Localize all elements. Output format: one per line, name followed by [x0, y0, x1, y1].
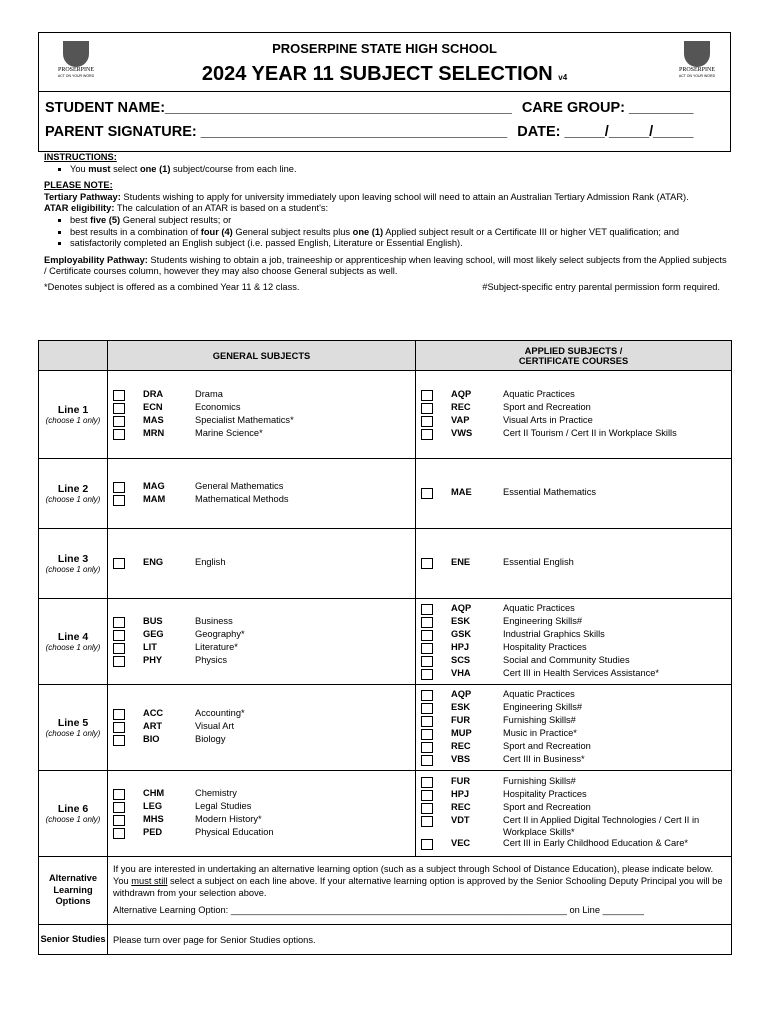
subject-code: VEC: [451, 838, 471, 849]
subject-name: Business: [195, 615, 233, 626]
applied-header-line-1: APPLIED SUBJECTS /: [524, 345, 623, 356]
subject-code: PHY: [143, 654, 163, 665]
subject-line-row: [39, 685, 732, 771]
senior-studies-text: Please turn over page for Senior Studies options.: [108, 925, 732, 955]
subject-checkbox[interactable]: [421, 839, 433, 850]
subject-checkbox[interactable]: [421, 429, 433, 440]
subject-option: [113, 616, 415, 629]
subject-option: [421, 728, 731, 741]
subject-option: [421, 616, 731, 629]
subject-name: Essential English: [503, 557, 574, 567]
applied-subjects-header: [416, 341, 732, 371]
subject-option: [113, 481, 415, 494]
subject-checkbox[interactable]: [113, 722, 125, 733]
subject-name: Aquatic Practices: [503, 602, 575, 613]
subject-checkbox[interactable]: [113, 828, 125, 839]
subject-line-row: [39, 459, 732, 529]
general-subjects-header: GENERAL SUBJECTS: [108, 341, 416, 371]
subject-option: [421, 754, 731, 767]
combined-class-note: *Denotes subject is offered as a combined Year 11 & 12 class.: [44, 281, 300, 292]
version-label: v4: [558, 73, 568, 82]
subject-code: MHS: [143, 813, 164, 824]
subject-option: [421, 557, 731, 570]
subject-code: GSK: [451, 628, 472, 639]
subject-checkbox[interactable]: [421, 604, 433, 615]
subject-checkbox[interactable]: [421, 656, 433, 667]
subject-option: [421, 741, 731, 754]
subject-code: ACC: [143, 708, 164, 718]
subject-code: ENG: [143, 557, 164, 567]
subject-checkbox[interactable]: [421, 390, 433, 401]
choose-one-hint: (choose 1 only): [45, 728, 101, 738]
subject-code: MAG: [143, 480, 165, 491]
subject-code: AQP: [451, 688, 472, 699]
subject-checkbox[interactable]: [421, 803, 433, 814]
logo-tagline: ACT ON YOUR WORD: [678, 74, 716, 78]
subject-name: Cert III in Health Services Assistance*: [503, 667, 660, 678]
subject-code: REC: [451, 740, 471, 751]
permission-note: #Subject-specific entry parental permission form required.: [482, 281, 720, 292]
subject-code: HPJ: [451, 641, 470, 652]
subject-checkbox[interactable]: [113, 617, 125, 628]
line-label-cell: [39, 371, 108, 459]
atar-item: ▪ best five (5) General subject results; or: [70, 215, 728, 227]
general-subject-list: [108, 616, 415, 668]
parent-signature-row: [45, 124, 694, 140]
student-details: [38, 92, 731, 152]
subject-name: Hospitality Practices: [503, 641, 587, 652]
alternative-learning-row: [39, 857, 732, 925]
subject-checkbox[interactable]: [421, 488, 433, 499]
subject-checkbox[interactable]: [113, 735, 125, 746]
senior-studies-row: [39, 925, 732, 955]
subject-code: ESK: [451, 701, 471, 712]
subject-checkbox[interactable]: [113, 656, 125, 667]
subject-code: SCS: [451, 654, 471, 665]
subject-code: VHA: [451, 667, 471, 678]
subject-name: Drama: [195, 388, 223, 399]
subject-option: [113, 827, 415, 840]
subject-name: Furnishing Skills#: [503, 714, 576, 725]
subject-code: FUR: [451, 714, 471, 725]
page-title: [39, 63, 730, 86]
subject-checkbox[interactable]: [421, 755, 433, 766]
subject-option: [113, 389, 415, 402]
line-label: Line 6: [57, 802, 89, 815]
subject-checkbox[interactable]: [113, 482, 125, 493]
subject-code: BIO: [143, 734, 160, 744]
applied-subjects-cell: [416, 371, 732, 459]
applied-subject-list: [416, 689, 731, 767]
subject-checkbox[interactable]: [113, 403, 125, 414]
general-subject-list: [108, 481, 415, 507]
subject-option: [421, 838, 731, 851]
subject-code: PED: [143, 826, 163, 837]
applied-subject-list: [416, 487, 731, 500]
subject-checkbox[interactable]: [113, 802, 125, 813]
subject-option: [421, 702, 731, 715]
subject-code: VWS: [451, 427, 473, 438]
subject-checkbox[interactable]: [113, 789, 125, 800]
line-label-cell: [39, 599, 108, 685]
subject-code: MAM: [143, 493, 166, 504]
subject-code: VAP: [451, 414, 470, 425]
subject-checkbox[interactable]: [421, 742, 433, 753]
subject-code: FUR: [451, 775, 471, 786]
general-subjects-cell: [108, 459, 416, 529]
general-subjects-cell: [108, 685, 416, 771]
subject-checkbox[interactable]: [113, 815, 125, 826]
subject-name: Modern History*: [195, 813, 262, 824]
employability-pathway: Employability Pathway: Students wishing to obtain a job, traineeship or apprenticeship when leaving school, will most likely select subjects from the Applied subjects / Certificate courses column, however they may also choose General subjects as well.: [44, 254, 727, 277]
subject-name: Visual Art: [195, 721, 235, 731]
logo-tagline: ACT ON YOUR WORD: [57, 74, 95, 78]
subject-name: Cert II in Applied Digital Technologies / Cert II in Workplace Skills*: [503, 814, 700, 837]
subject-checkbox[interactable]: [421, 816, 433, 827]
subject-name: Mathematical Methods: [195, 493, 289, 504]
form-page: [38, 32, 731, 952]
subject-checkbox[interactable]: [113, 429, 125, 440]
subject-name: Aquatic Practices: [503, 688, 575, 699]
applied-subjects-cell: [416, 459, 732, 529]
subject-checkbox[interactable]: [113, 495, 125, 506]
subject-option: [113, 814, 415, 827]
subject-name: Engineering Skills#: [503, 701, 583, 712]
subject-checkbox[interactable]: [421, 403, 433, 414]
subject-option: [421, 815, 731, 838]
subject-line-row: [39, 371, 732, 459]
subject-code: BUS: [143, 615, 163, 626]
subject-option: [421, 789, 731, 802]
subject-selection-table: [38, 340, 732, 955]
general-subjects-cell: [108, 771, 416, 857]
subject-name: Sport and Recreation: [503, 801, 591, 812]
subject-name: Accounting*: [195, 708, 245, 718]
instruction-item: ▪ You must select one (1) subject/course from each line.: [70, 164, 728, 176]
applied-subjects-cell: [416, 599, 732, 685]
subject-code: GEG: [143, 628, 164, 639]
line-label: Line 4: [57, 630, 89, 643]
subject-checkbox[interactable]: [421, 558, 433, 569]
instructions-heading: INSTRUCTIONS:: [44, 152, 117, 162]
senior-studies-label: Senior Studies: [39, 925, 108, 955]
line-label: Line 3: [57, 552, 89, 565]
subject-checkbox[interactable]: [113, 558, 125, 569]
atar-item: ▪ best results in a combination of four (4) General subject results plus one (1) Applied subject result or a Certificate III or higher VET qualification; and: [70, 227, 728, 239]
subject-lines: [39, 371, 732, 857]
subject-name: Hospitality Practices: [503, 788, 587, 799]
subject-line-row: [39, 599, 732, 685]
title-text: 2024 YEAR 11 SUBJECT SELECTION: [201, 63, 553, 85]
alt-learning-text: If you are interested in undertaking an alternative learning option (such as a subject through School of Distance Education), please indicate below. You must still select a subject on each line above. If your alternative learning option is approved by the Senior Schooling Deputy Principal you will be withdrawn from your selection above. Alternative Learning Option: _________________________________________________________________ on Line ________: [108, 860, 731, 920]
subject-option: [421, 428, 731, 441]
applied-subject-list: [416, 776, 731, 851]
subject-code: REC: [451, 401, 471, 412]
subject-option: [421, 668, 731, 681]
subject-option: [421, 415, 731, 428]
subject-name: Specialist Mathematics*: [195, 414, 294, 425]
subject-name: Essential Mathematics: [503, 487, 597, 497]
corner-cell: [39, 341, 108, 371]
logo-text: PROSERPINE: [57, 67, 94, 73]
general-subjects-cell: [108, 599, 416, 685]
subject-option: [113, 402, 415, 415]
subject-code: DRA: [143, 388, 164, 399]
line-label: Line 5: [57, 716, 89, 729]
subject-checkbox[interactable]: [421, 729, 433, 740]
subject-name: Music in Practice*: [503, 727, 577, 738]
subject-option: [421, 389, 731, 402]
subject-name: Social and Community Studies: [503, 654, 630, 665]
school-name: PROSERPINE STATE HIGH SCHOOL: [272, 41, 497, 56]
subject-name: Biology: [195, 734, 226, 744]
student-name-row: [45, 100, 694, 116]
subject-option: [421, 655, 731, 668]
subject-name: Geography*: [195, 628, 245, 639]
alt-learning-label: Alternative Learning Options: [39, 857, 108, 925]
subject-option: [421, 689, 731, 702]
subject-line-row: [39, 771, 732, 857]
line-label: Line 2: [57, 482, 89, 495]
subject-line-row: [39, 529, 732, 599]
choose-one-hint: (choose 1 only): [45, 814, 101, 824]
general-subjects-cell: [108, 371, 416, 459]
footnotes: [44, 282, 720, 294]
subject-option: [113, 415, 415, 428]
subject-option: [113, 721, 415, 734]
subject-checkbox[interactable]: [421, 703, 433, 714]
subject-option: [113, 708, 415, 721]
subject-name: Physical Education: [195, 826, 274, 837]
subject-checkbox[interactable]: [421, 690, 433, 701]
instructions-section: [44, 152, 728, 294]
applied-subject-list: [416, 603, 731, 681]
subject-option: [421, 776, 731, 789]
date-field[interactable]: DATE: _____/_____/_____: [517, 124, 694, 140]
subject-code: MAS: [143, 414, 164, 425]
subject-option: [113, 428, 415, 441]
choose-one-hint: (choose 1 only): [45, 642, 101, 652]
subject-checkbox[interactable]: [421, 790, 433, 801]
subject-checkbox[interactable]: [421, 716, 433, 727]
subject-checkbox[interactable]: [421, 643, 433, 654]
subject-option: [113, 642, 415, 655]
subject-name: English: [195, 557, 226, 567]
instructions-list: [44, 164, 728, 176]
subject-checkbox[interactable]: [421, 416, 433, 427]
subject-option: [421, 715, 731, 728]
subject-code: VBS: [451, 753, 471, 764]
subject-option: [421, 603, 731, 616]
applied-subject-list: [416, 389, 731, 441]
applied-subjects-cell: [416, 529, 732, 599]
subject-name: Chemistry: [195, 787, 237, 798]
line-label-cell: [39, 771, 108, 857]
subject-code: LIT: [143, 641, 157, 652]
general-subject-list: [108, 708, 415, 747]
form-header: [38, 32, 731, 92]
logo-text: PROSERPINE: [678, 67, 715, 73]
school-logo-right: [672, 41, 722, 89]
care-group-field[interactable]: CARE GROUP: ________: [521, 100, 694, 116]
applied-subjects-cell: [416, 685, 732, 771]
subject-code: AQP: [451, 388, 472, 399]
tertiary-pathway: Tertiary Pathway: Students wishing to apply for university immediately upon leaving school will need to attain an Australian Tertiary Admission Rank (ATAR).: [44, 191, 689, 202]
choose-one-hint: (choose 1 only): [45, 564, 101, 574]
subject-option: [113, 557, 415, 570]
subject-name: Furnishing Skills#: [503, 775, 576, 786]
subject-code: LEG: [143, 800, 163, 811]
alt-learning-option-field[interactable]: Alternative Learning Option: _________________________________________________________________ on Line ________: [113, 905, 644, 916]
choose-one-hint: (choose 1 only): [45, 415, 101, 425]
line-label: Line 1: [57, 403, 89, 416]
subject-code: AQP: [451, 602, 472, 613]
subject-name: Sport and Recreation: [503, 401, 591, 412]
student-name-field[interactable]: STUDENT NAME:___________________________________________: [45, 100, 512, 116]
subject-name: Economics: [195, 401, 241, 412]
line-label-cell: [39, 685, 108, 771]
subject-name: Sport and Recreation: [503, 740, 591, 751]
subject-option: [113, 801, 415, 814]
subject-checkbox[interactable]: [421, 617, 433, 628]
subject-option: [421, 642, 731, 655]
subject-name: Visual Arts in Practice: [503, 414, 593, 425]
general-subject-list: [108, 389, 415, 441]
atar-eligibility: ATAR eligibility: The calculation of an ATAR is based on a student's:: [44, 203, 329, 214]
line-label-cell: [39, 529, 108, 599]
subject-checkbox[interactable]: [113, 709, 125, 720]
note-heading: PLEASE NOTE:: [44, 180, 113, 191]
subject-code: ESK: [451, 615, 471, 626]
subject-option: [421, 402, 731, 415]
subject-name: Cert II Tourism / Cert II in Workplace Skills: [503, 427, 677, 438]
subject-name: Physics: [195, 654, 228, 665]
subject-checkbox[interactable]: [113, 390, 125, 401]
subject-code: HPJ: [451, 788, 470, 799]
applied-header-line-2: CERTIFICATE COURSES: [518, 355, 629, 366]
subject-option: [421, 487, 731, 500]
subject-option: [113, 494, 415, 507]
subject-code: MAE: [451, 487, 472, 497]
subject-name: General Mathematics: [195, 480, 284, 491]
subject-code: MRN: [143, 427, 165, 438]
subject-name: Cert III in Business*: [503, 753, 585, 764]
subject-code: ENE: [451, 557, 471, 567]
subject-code: REC: [451, 801, 471, 812]
general-subject-list: [108, 788, 415, 840]
subject-code: MUP: [451, 727, 472, 738]
subject-name: Literature*: [195, 641, 238, 652]
general-subjects-cell: [108, 529, 416, 599]
subject-code: ECN: [143, 401, 163, 412]
subject-name: Engineering Skills#: [503, 615, 583, 626]
school-crest-icon: [684, 41, 710, 67]
subject-option: [113, 655, 415, 668]
subject-checkbox[interactable]: [421, 777, 433, 788]
subject-checkbox[interactable]: [421, 630, 433, 641]
table-header-row: [39, 341, 732, 371]
subject-option: [113, 734, 415, 747]
subject-checkbox[interactable]: [113, 416, 125, 427]
subject-checkbox[interactable]: [113, 630, 125, 641]
subject-name: Cert III in Early Childhood Education & Care*: [503, 838, 688, 849]
subject-option: [113, 629, 415, 642]
subject-checkbox[interactable]: [113, 643, 125, 654]
alt-learning-cell: [108, 857, 732, 925]
subject-name: Legal Studies: [195, 800, 252, 811]
subject-option: [113, 788, 415, 801]
subject-option: [421, 629, 731, 642]
subject-name: Aquatic Practices: [503, 388, 575, 399]
subject-code: VDT: [451, 814, 470, 825]
applied-subject-list: [416, 557, 731, 570]
choose-one-hint: (choose 1 only): [45, 494, 101, 504]
general-subject-list: [108, 557, 415, 570]
subject-option: [421, 802, 731, 815]
applied-subjects-cell: [416, 771, 732, 857]
line-label-cell: [39, 459, 108, 529]
atar-list: [44, 215, 728, 250]
parent-signature-field[interactable]: PARENT SIGNATURE: ______________________________________: [45, 124, 508, 140]
subject-code: ART: [143, 721, 163, 731]
atar-item: ▪ satisfactorily completed an English subject (i.e. passed English, Literature or Essential English).: [70, 238, 728, 250]
subject-code: CHM: [143, 787, 165, 798]
subject-name: Marine Science*: [195, 427, 263, 438]
subject-checkbox[interactable]: [421, 669, 433, 680]
subject-name: Industrial Graphics Skills: [503, 628, 605, 639]
